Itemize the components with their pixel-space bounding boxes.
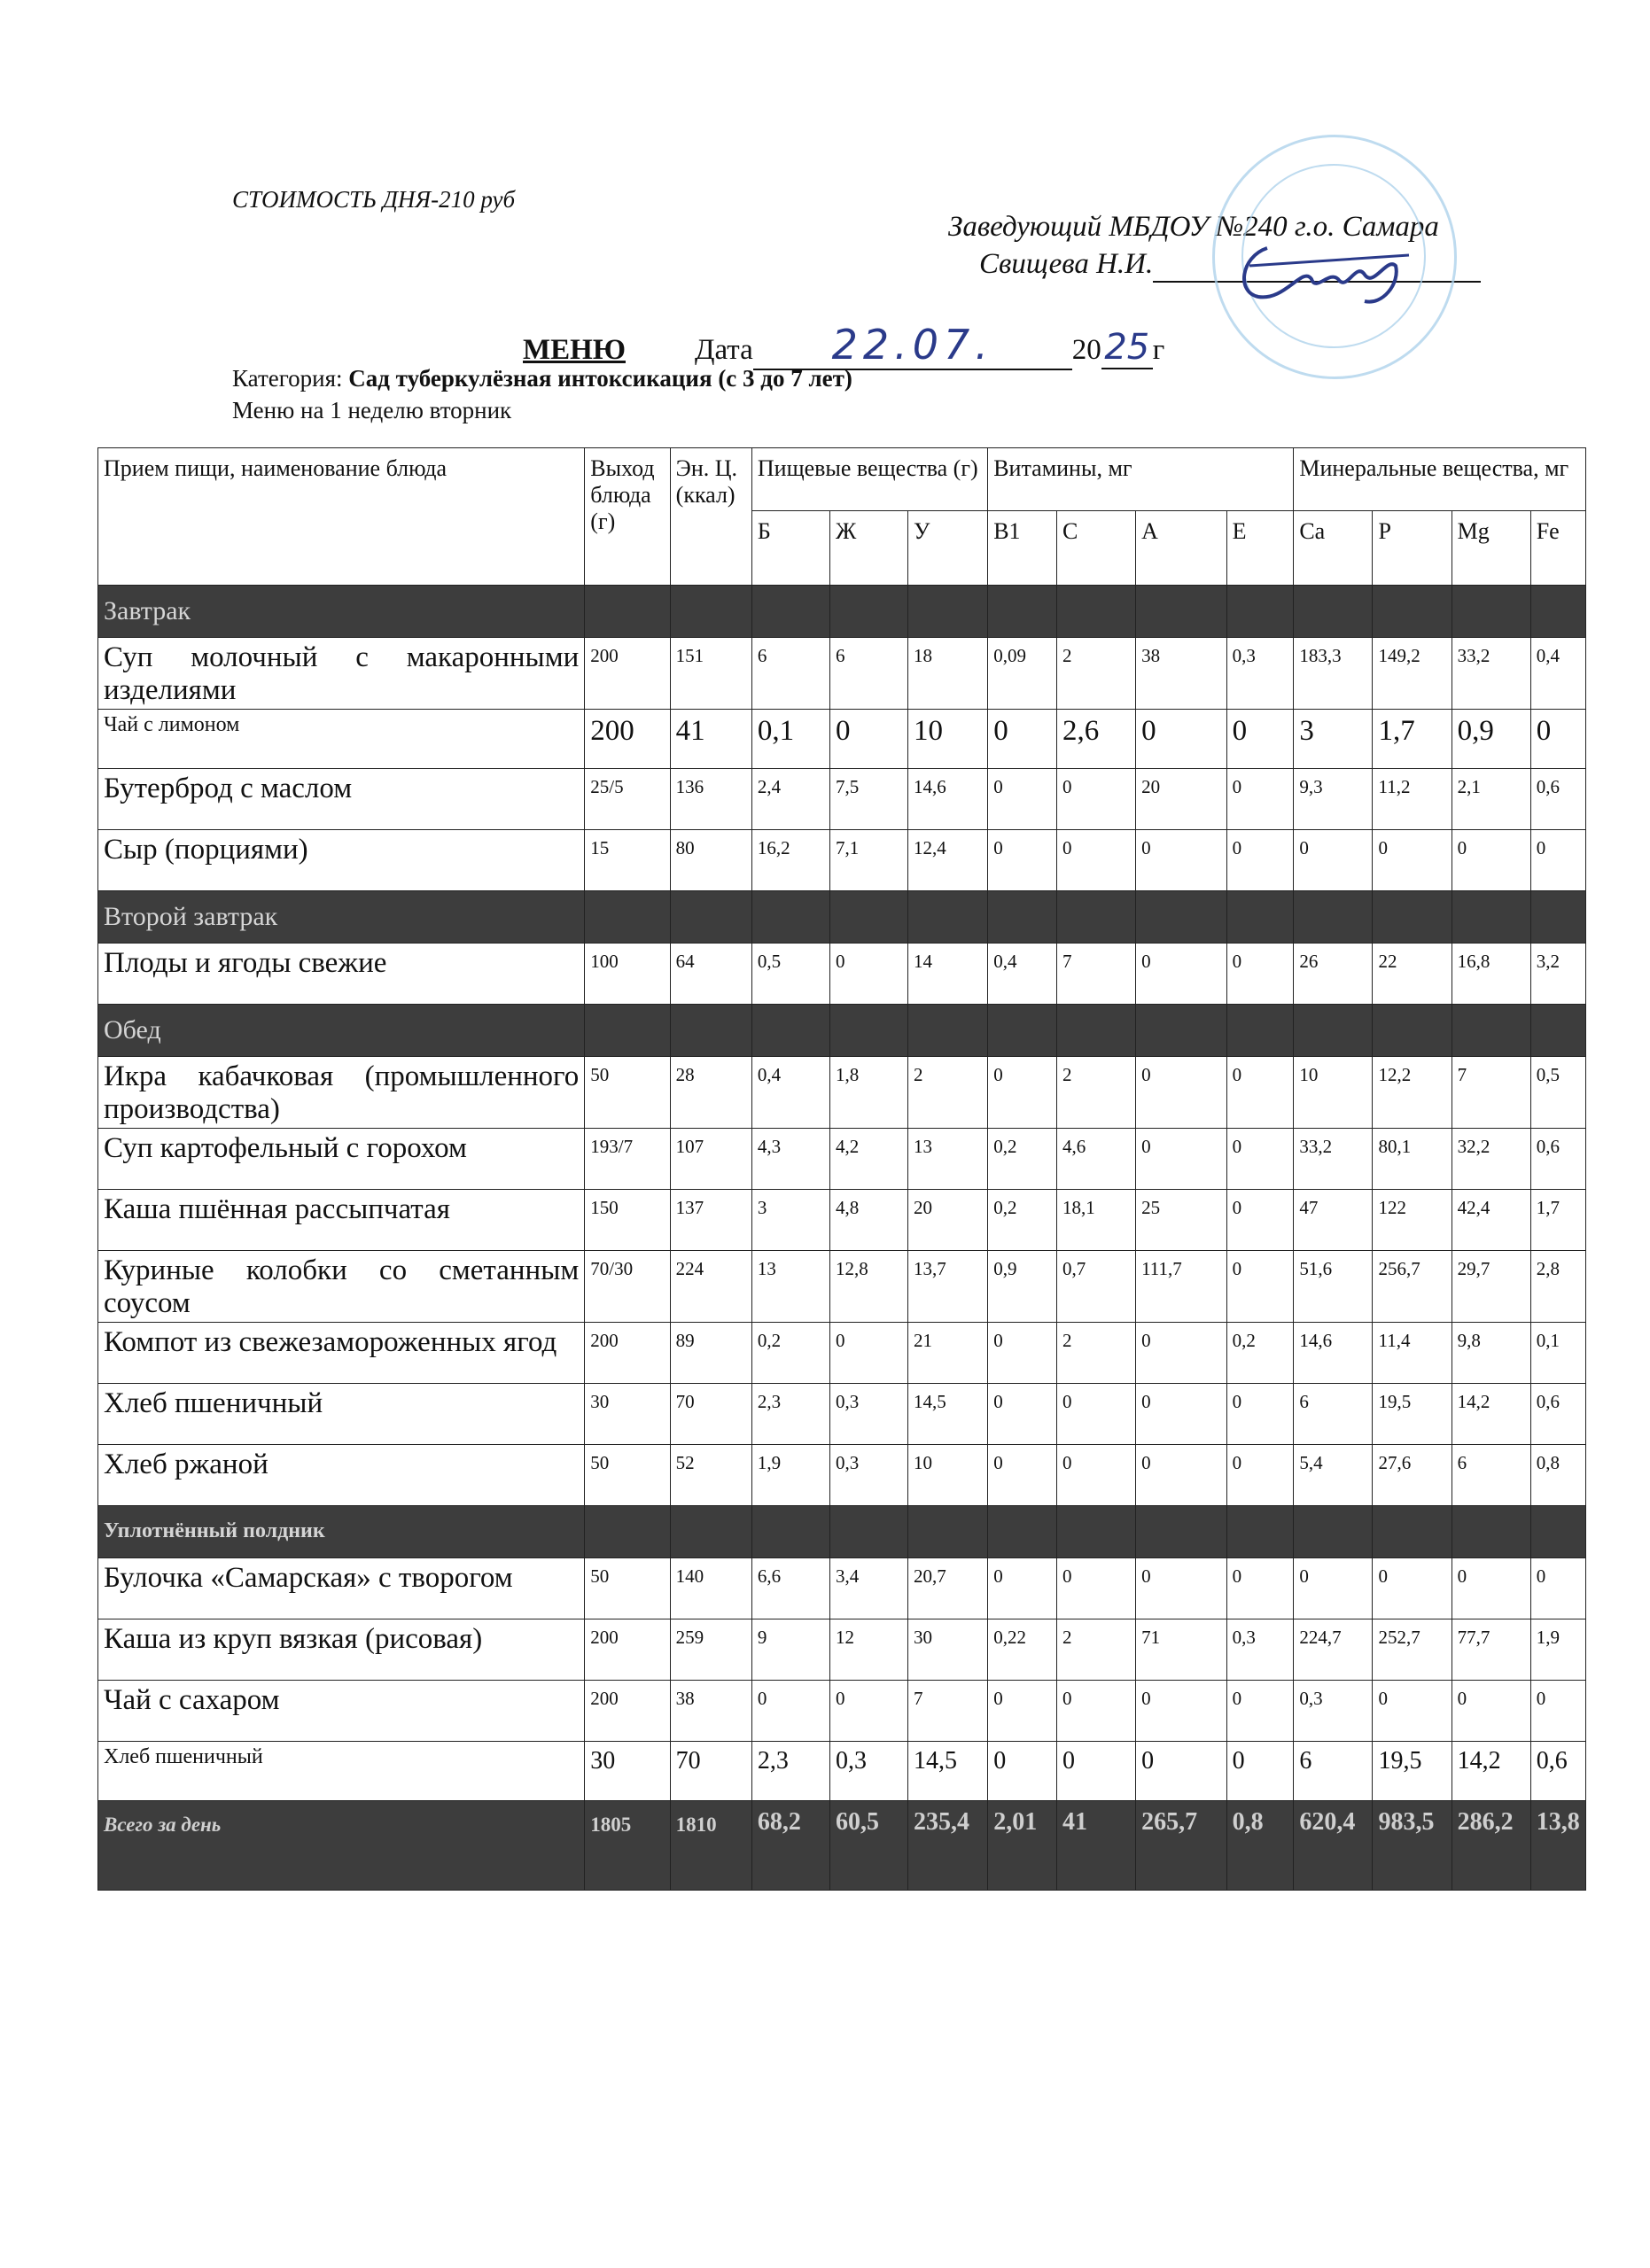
total-cell: 2,01 (988, 1800, 1057, 1890)
value-cell: 224 (670, 1250, 751, 1322)
value-cell: 7 (1056, 943, 1135, 1004)
value-cell: 18,1 (1056, 1189, 1135, 1250)
value-cell: 77,7 (1452, 1619, 1530, 1680)
value-cell: 0,3 (1226, 638, 1294, 710)
value-cell: 0 (1452, 829, 1530, 890)
value-cell: 14 (908, 943, 988, 1004)
value-cell: 2,8 (1530, 1250, 1585, 1322)
value-cell: 0 (988, 1056, 1057, 1128)
value-cell: 64 (670, 943, 751, 1004)
value-cell: 0 (1530, 709, 1585, 768)
value-cell: 0 (1056, 1383, 1135, 1444)
value-cell: 15 (585, 829, 670, 890)
value-cell: 19,5 (1373, 1741, 1452, 1800)
value-cell: 0 (1530, 1680, 1585, 1741)
value-cell: 0 (1373, 1680, 1452, 1741)
total-cell: 265,7 (1136, 1800, 1227, 1890)
value-cell: 3,2 (1530, 943, 1585, 1004)
value-cell: 11,4 (1373, 1322, 1452, 1383)
value-cell: 200 (585, 1619, 670, 1680)
col-vitamins: Витамины, мг (988, 448, 1294, 511)
value-cell: 0,2 (988, 1128, 1057, 1189)
value-cell: 0 (988, 1557, 1057, 1619)
value-cell: 0,7 (1056, 1250, 1135, 1322)
table-row (98, 1056, 1586, 1128)
value-cell: 252,7 (1373, 1619, 1452, 1680)
total-cell: 41 (1056, 1800, 1135, 1890)
dish-name: Каша из круп вязкая (рисовая) (98, 1619, 585, 1680)
value-cell: 0 (1056, 1741, 1135, 1800)
value-cell: 9,3 (1294, 768, 1373, 829)
value-cell: 140 (670, 1557, 751, 1619)
dish-name: Булочка «Самарская» с творогом (98, 1557, 585, 1619)
table-row (98, 1444, 1586, 1505)
col-meal: Прием пищи, наименование блюда (98, 448, 585, 586)
value-cell: 0 (1226, 1383, 1294, 1444)
total-cell: 1810 (670, 1800, 751, 1890)
value-cell: 1,8 (829, 1056, 907, 1128)
value-cell: 3 (751, 1189, 829, 1250)
total-cell: 983,5 (1373, 1800, 1452, 1890)
week-line: Меню на 1 неделю вторник (232, 397, 512, 423)
value-cell: 0 (1136, 1128, 1227, 1189)
value-cell: 0,9 (1452, 709, 1530, 768)
section-name: Завтрак (98, 586, 585, 638)
value-cell: 0 (1056, 768, 1135, 829)
value-cell: 137 (670, 1189, 751, 1250)
year-suffix: г (1152, 334, 1165, 366)
value-cell: 0,2 (1226, 1322, 1294, 1383)
value-cell: 0 (1226, 768, 1294, 829)
table-row (98, 1383, 1586, 1444)
value-cell: 150 (585, 1189, 670, 1250)
value-cell: 30 (585, 1741, 670, 1800)
value-cell: 33,2 (1294, 1128, 1373, 1189)
value-cell: 10 (908, 709, 988, 768)
col-yield: Выход блюда (г) (585, 448, 670, 586)
table-row (98, 1128, 1586, 1189)
value-cell: 122 (1373, 1189, 1452, 1250)
value-cell: 50 (585, 1056, 670, 1128)
value-cell: 1,7 (1373, 709, 1452, 768)
value-cell: 0 (1136, 1741, 1227, 1800)
value-cell: 0,5 (751, 943, 829, 1004)
value-cell: 0,4 (1530, 638, 1585, 710)
value-cell: 26 (1294, 943, 1373, 1004)
total-cell: 68,2 (751, 1800, 829, 1890)
value-cell: 70 (670, 1383, 751, 1444)
value-cell: 0,2 (751, 1322, 829, 1383)
value-cell: 151 (670, 638, 751, 710)
value-cell: 16,8 (1452, 943, 1530, 1004)
value-cell: 256,7 (1373, 1250, 1452, 1322)
dish-name: Сыр (порциями) (98, 829, 585, 890)
category-value: Сад туберкулёзная интоксикация (с 3 до 7 лет) (348, 365, 852, 392)
total-cell: 0,8 (1226, 1800, 1294, 1890)
value-cell: 0,6 (1530, 1741, 1585, 1800)
dish-name: Чай с сахаром (98, 1680, 585, 1741)
value-cell: 0,3 (1226, 1619, 1294, 1680)
signature-mark (1232, 230, 1418, 310)
value-cell: 100 (585, 943, 670, 1004)
menu-title-line (523, 321, 1164, 370)
section-row (98, 890, 1586, 943)
dish-name: Хлеб пшеничный (98, 1741, 585, 1800)
value-cell: 50 (585, 1444, 670, 1505)
value-cell: 25 (1136, 1189, 1227, 1250)
value-cell: 38 (670, 1680, 751, 1741)
value-cell: 2 (1056, 638, 1135, 710)
value-cell: 183,3 (1294, 638, 1373, 710)
total-cell: 1805 (585, 1800, 670, 1890)
value-cell: 1,9 (1530, 1619, 1585, 1680)
header-row (98, 448, 1586, 511)
value-cell: 1,9 (751, 1444, 829, 1505)
value-cell: 0 (1530, 829, 1585, 890)
value-cell: 0,4 (751, 1056, 829, 1128)
value-cell: 0 (1373, 829, 1452, 890)
value-cell: 0 (1056, 829, 1135, 890)
value-cell: 70 (670, 1741, 751, 1800)
value-cell: 259 (670, 1619, 751, 1680)
value-cell: 12 (829, 1619, 907, 1680)
value-cell: 0 (1136, 1444, 1227, 1505)
value-cell: 14,6 (1294, 1322, 1373, 1383)
dish-name: Хлеб ржаной (98, 1444, 585, 1505)
value-cell: 0,5 (1530, 1056, 1585, 1128)
value-cell: 0,6 (1530, 768, 1585, 829)
value-cell: 6 (1294, 1741, 1373, 1800)
dish-name: Суп молочный с макаронными изделиями (98, 638, 585, 710)
col-mg: Mg (1452, 511, 1530, 586)
value-cell: 6 (829, 638, 907, 710)
col-fat: Ж (829, 511, 907, 586)
value-cell: 42,4 (1452, 1189, 1530, 1250)
value-cell: 38 (1136, 638, 1227, 710)
value-cell: 20 (908, 1189, 988, 1250)
value-cell: 0 (1226, 829, 1294, 890)
value-cell: 2,1 (1452, 768, 1530, 829)
section-row (98, 1505, 1586, 1557)
total-label: Всего за день (98, 1800, 585, 1890)
value-cell: 0 (1226, 1680, 1294, 1741)
dish-name: Икра кабачковая (промышленного производства) (98, 1056, 585, 1128)
total-cell: 235,4 (908, 1800, 988, 1890)
value-cell: 3 (1294, 709, 1373, 768)
table-row (98, 1619, 1586, 1680)
value-cell: 0 (1226, 709, 1294, 768)
dish-name: Хлеб пшеничный (98, 1383, 585, 1444)
section-name: Второй завтрак (98, 890, 585, 943)
table-row (98, 1680, 1586, 1741)
value-cell: 13,7 (908, 1250, 988, 1322)
value-cell: 7,1 (829, 829, 907, 890)
value-cell: 0 (988, 1322, 1057, 1383)
value-cell: 0 (1056, 1557, 1135, 1619)
value-cell: 0 (988, 829, 1057, 890)
value-cell: 0,2 (988, 1189, 1057, 1250)
section-name: Уплотнённый полдник (98, 1505, 585, 1557)
total-row (98, 1800, 1586, 1890)
value-cell: 0,6 (1530, 1383, 1585, 1444)
value-cell: 200 (585, 1680, 670, 1741)
value-cell: 107 (670, 1128, 751, 1189)
menu-table (97, 447, 1586, 1891)
value-cell: 0 (1056, 1680, 1135, 1741)
value-cell: 1,7 (1530, 1189, 1585, 1250)
value-cell: 14,6 (908, 768, 988, 829)
value-cell: 6 (1452, 1444, 1530, 1505)
value-cell: 13 (751, 1250, 829, 1322)
approver-title: Заведующий МБДОУ №240 г.о. Самара (948, 211, 1439, 243)
value-cell: 111,7 (1136, 1250, 1227, 1322)
value-cell: 2 (1056, 1056, 1135, 1128)
value-cell: 22 (1373, 943, 1452, 1004)
value-cell: 10 (908, 1444, 988, 1505)
table-row (98, 1741, 1586, 1800)
value-cell: 21 (908, 1322, 988, 1383)
table-row (98, 1189, 1586, 1250)
value-cell: 71 (1136, 1619, 1227, 1680)
value-cell: 0 (1226, 1557, 1294, 1619)
total-cell: 13,8 (1530, 1800, 1585, 1890)
value-cell: 89 (670, 1322, 751, 1383)
value-cell: 0 (1136, 1383, 1227, 1444)
approver-name-text: Свищева Н.И. (979, 248, 1154, 280)
col-energy: Эн. Ц. (ккал) (670, 448, 751, 586)
dish-name: Бутерброд с маслом (98, 768, 585, 829)
dish-name: Плоды и ягоды свежие (98, 943, 585, 1004)
value-cell: 0 (1226, 1250, 1294, 1322)
section-row (98, 586, 1586, 638)
value-cell: 14,5 (908, 1741, 988, 1800)
value-cell: 0 (988, 709, 1057, 768)
value-cell: 0,4 (988, 943, 1057, 1004)
value-cell: 32,2 (1452, 1128, 1530, 1189)
value-cell: 4,8 (829, 1189, 907, 1250)
value-cell: 6 (751, 638, 829, 710)
value-cell: 0 (1056, 1444, 1135, 1505)
value-cell: 0,22 (988, 1619, 1057, 1680)
dish-name: Компот из свежезамороженных ягод (98, 1322, 585, 1383)
value-cell: 0 (1226, 1056, 1294, 1128)
value-cell: 27,6 (1373, 1444, 1452, 1505)
col-ca: Ca (1294, 511, 1373, 586)
total-cell: 620,4 (1294, 1800, 1373, 1890)
menu-title: МЕНЮ (523, 334, 626, 366)
value-cell: 52 (670, 1444, 751, 1505)
col-nutrients: Пищевые вещества (г) (751, 448, 987, 511)
value-cell: 9,8 (1452, 1322, 1530, 1383)
value-cell: 70/30 (585, 1250, 670, 1322)
value-cell: 20 (1136, 768, 1227, 829)
year-field (1101, 327, 1153, 369)
col-protein: Б (751, 511, 829, 586)
value-cell: 12,2 (1373, 1056, 1452, 1128)
value-cell: 193/7 (585, 1128, 670, 1189)
value-cell: 0 (1226, 1741, 1294, 1800)
value-cell: 4,3 (751, 1128, 829, 1189)
value-cell: 25/5 (585, 768, 670, 829)
value-cell: 0 (829, 1680, 907, 1741)
col-e: Е (1226, 511, 1294, 586)
value-cell: 0 (1136, 1680, 1227, 1741)
value-cell: 200 (585, 709, 670, 768)
value-cell: 7 (908, 1680, 988, 1741)
value-cell: 0 (1373, 1557, 1452, 1619)
value-cell: 19,5 (1373, 1383, 1452, 1444)
value-cell: 0 (1294, 829, 1373, 890)
value-cell: 2,4 (751, 768, 829, 829)
value-cell: 12,4 (908, 829, 988, 890)
value-cell: 29,7 (1452, 1250, 1530, 1322)
col-minerals: Минеральные вещества, мг (1294, 448, 1586, 511)
date-field (753, 321, 1072, 370)
col-fe: Fe (1530, 511, 1585, 586)
dish-name: Суп картофельный с горохом (98, 1128, 585, 1189)
value-cell: 0 (1136, 943, 1227, 1004)
section-row (98, 1004, 1586, 1056)
value-cell: 0,6 (1530, 1128, 1585, 1189)
value-cell: 0 (1226, 1128, 1294, 1189)
col-carbs: У (908, 511, 988, 586)
value-cell: 16,2 (751, 829, 829, 890)
value-cell: 7 (1452, 1056, 1530, 1128)
col-p: P (1373, 511, 1452, 586)
table-row (98, 709, 1586, 768)
value-cell: 0,3 (829, 1444, 907, 1505)
value-cell: 0 (829, 943, 907, 1004)
value-cell: 28 (670, 1056, 751, 1128)
value-cell: 0 (988, 1444, 1057, 1505)
value-cell: 9 (751, 1619, 829, 1680)
value-cell: 0,3 (829, 1383, 907, 1444)
value-cell: 0,09 (988, 638, 1057, 710)
value-cell: 0 (988, 1680, 1057, 1741)
year-value: 25 (1104, 327, 1150, 368)
value-cell: 0 (1226, 1444, 1294, 1505)
value-cell: 0 (829, 709, 907, 768)
value-cell: 14,2 (1452, 1741, 1530, 1800)
value-cell: 0 (1226, 943, 1294, 1004)
value-cell: 10 (1294, 1056, 1373, 1128)
value-cell: 51,6 (1294, 1250, 1373, 1322)
value-cell: 224,7 (1294, 1619, 1373, 1680)
year-prefix: 20 (1071, 334, 1101, 366)
value-cell: 7,5 (829, 768, 907, 829)
value-cell: 14,5 (908, 1383, 988, 1444)
value-cell: 0,1 (1530, 1322, 1585, 1383)
value-cell: 0,1 (751, 709, 829, 768)
value-cell: 0 (1452, 1680, 1530, 1741)
col-b1: В1 (988, 511, 1057, 586)
table-row (98, 638, 1586, 710)
date-label: Дата (694, 334, 753, 366)
value-cell: 12,8 (829, 1250, 907, 1322)
value-cell: 41 (670, 709, 751, 768)
value-cell: 2,3 (751, 1741, 829, 1800)
value-cell: 2 (1056, 1322, 1135, 1383)
value-cell: 13 (908, 1128, 988, 1189)
value-cell: 2,3 (751, 1383, 829, 1444)
col-a: А (1136, 511, 1227, 586)
category-label: Категория: (232, 365, 343, 392)
value-cell: 0 (1530, 1557, 1585, 1619)
value-cell: 0 (1136, 1322, 1227, 1383)
value-cell: 50 (585, 1557, 670, 1619)
category-line (232, 365, 852, 392)
dish-name: Чай с лимоном (98, 709, 585, 768)
value-cell: 0 (988, 768, 1057, 829)
value-cell: 0 (988, 1383, 1057, 1444)
value-cell: 0 (1294, 1557, 1373, 1619)
value-cell: 2 (908, 1056, 988, 1128)
value-cell: 0 (751, 1680, 829, 1741)
value-cell: 33,2 (1452, 638, 1530, 710)
section-name: Обед (98, 1004, 585, 1056)
value-cell: 30 (908, 1619, 988, 1680)
total-cell: 286,2 (1452, 1800, 1530, 1890)
value-cell: 136 (670, 768, 751, 829)
value-cell: 14,2 (1452, 1383, 1530, 1444)
day-cost: СТОИМОСТЬ ДНЯ-210 руб (232, 186, 516, 213)
value-cell: 200 (585, 638, 670, 710)
table-row (98, 1250, 1586, 1322)
value-cell: 3,4 (829, 1557, 907, 1619)
value-cell: 4,2 (829, 1128, 907, 1189)
value-cell: 0 (1136, 1557, 1227, 1619)
value-cell: 0 (988, 1741, 1057, 1800)
value-cell: 2,6 (1056, 709, 1135, 768)
table-row (98, 943, 1586, 1004)
date-value: 22.07. (831, 321, 993, 369)
table-row (98, 1557, 1586, 1619)
value-cell: 0,3 (829, 1741, 907, 1800)
dish-name: Каша пшённая рассыпчатая (98, 1189, 585, 1250)
value-cell: 0 (1452, 1557, 1530, 1619)
col-c: С (1056, 511, 1135, 586)
value-cell: 80,1 (1373, 1128, 1452, 1189)
table-row (98, 1322, 1586, 1383)
value-cell: 0 (829, 1322, 907, 1383)
value-cell: 4,6 (1056, 1128, 1135, 1189)
value-cell: 47 (1294, 1189, 1373, 1250)
table-row (98, 829, 1586, 890)
value-cell: 30 (585, 1383, 670, 1444)
value-cell: 6,6 (751, 1557, 829, 1619)
value-cell: 20,7 (908, 1557, 988, 1619)
value-cell: 2 (1056, 1619, 1135, 1680)
value-cell: 0,3 (1294, 1680, 1373, 1741)
value-cell: 18 (908, 638, 988, 710)
total-cell: 60,5 (829, 1800, 907, 1890)
table-row (98, 768, 1586, 829)
value-cell: 6 (1294, 1383, 1373, 1444)
dish-name: Куриные колобки со сметанным соусом (98, 1250, 585, 1322)
value-cell: 5,4 (1294, 1444, 1373, 1505)
value-cell: 200 (585, 1322, 670, 1383)
value-cell: 0 (1136, 709, 1227, 768)
value-cell: 0 (1136, 829, 1227, 890)
value-cell: 11,2 (1373, 768, 1452, 829)
value-cell: 0 (1136, 1056, 1227, 1128)
value-cell: 149,2 (1373, 638, 1452, 710)
value-cell: 0 (1226, 1189, 1294, 1250)
value-cell: 80 (670, 829, 751, 890)
value-cell: 0,9 (988, 1250, 1057, 1322)
value-cell: 0,8 (1530, 1444, 1585, 1505)
